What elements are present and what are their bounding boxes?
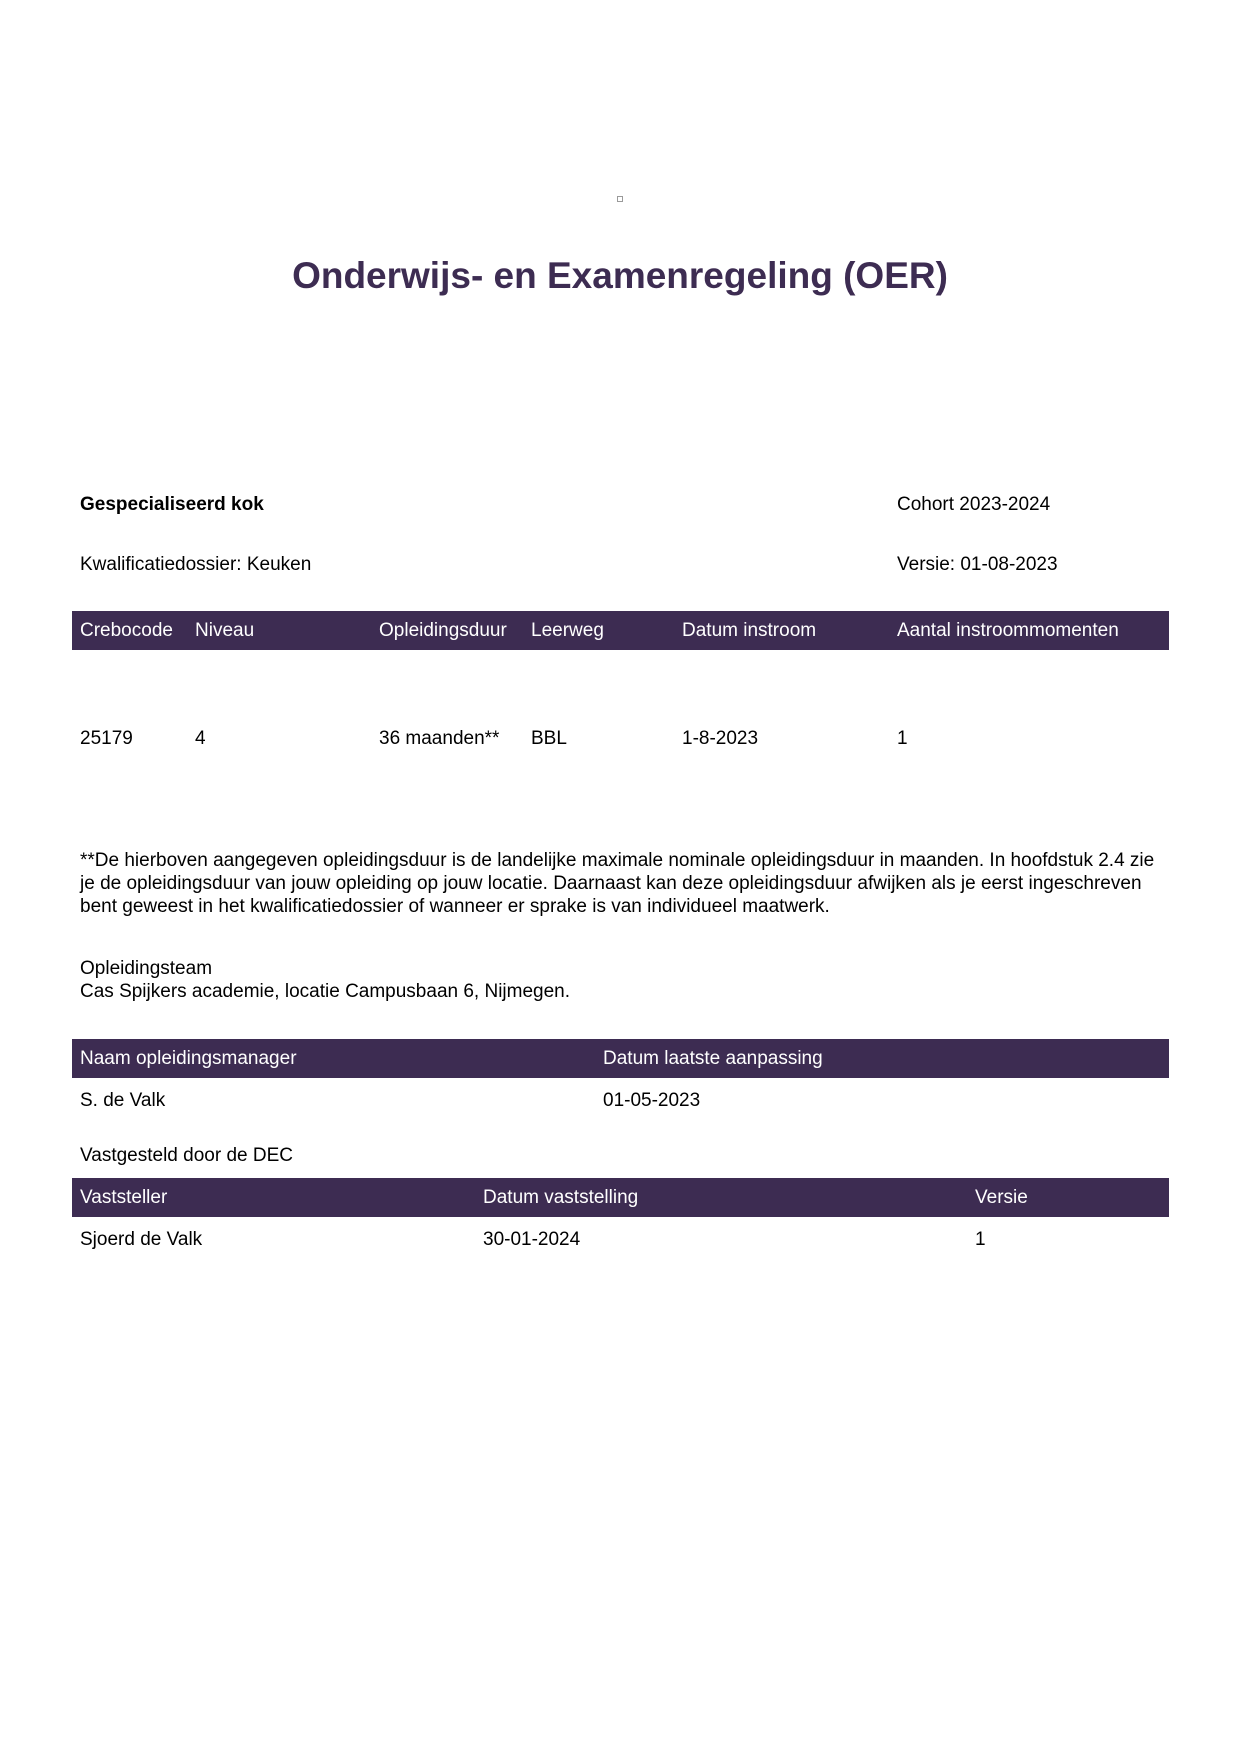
cell-leerweg: BBL	[531, 728, 567, 749]
table-row	[72, 1228, 1169, 1251]
logo-placeholder-icon	[617, 196, 623, 202]
document-title: Onderwijs- en Examenregeling (OER)	[292, 255, 948, 296]
cell-crebocode: 25179	[80, 728, 133, 749]
cell-last-modified: 01-05-2023	[603, 1090, 701, 1111]
program-table-header	[72, 611, 1169, 650]
table-row	[72, 1089, 1169, 1112]
cell-opleidingsduur: 36 maanden**	[379, 728, 500, 749]
dec-label: Vastgesteld door de DEC	[80, 1145, 293, 1166]
header-leerweg: Leerweg	[531, 620, 604, 641]
header-datum-laatste-aanpassing: Datum laatste aanpassing	[603, 1048, 823, 1069]
cell-niveau: 4	[195, 728, 206, 749]
cell-datum-vaststelling: 30-01-2024	[483, 1229, 581, 1250]
cell-versie: 1	[975, 1229, 986, 1250]
manager-table-header	[72, 1039, 1169, 1078]
cell-datum-instroom: 1-8-2023	[682, 728, 759, 749]
cell-manager-name: S. de Valk	[80, 1090, 166, 1111]
header-datum-instroom: Datum instroom	[682, 620, 817, 641]
team-location: Cas Spijkers academie, locatie Campusbaan 6, Nijmegen.	[80, 981, 571, 1002]
header-aantal-instroommomenten: Aantal instroommomenten	[897, 620, 1119, 641]
program-name: Gespecialiseerd kok	[80, 494, 264, 515]
header-opleidingsduur: Opleidingsduur	[379, 620, 507, 641]
header-niveau: Niveau	[195, 620, 255, 641]
cell-aantal-instroommomenten: 1	[897, 728, 908, 749]
version-label: Versie: 01-08-2023	[897, 554, 1058, 575]
header-naam-opleidingsmanager: Naam opleidingsmanager	[80, 1048, 297, 1069]
dec-table-header	[72, 1178, 1169, 1217]
cohort-label: Cohort 2023-2024	[897, 494, 1051, 515]
qualification-dossier: Kwalificatiedossier: Keuken	[80, 554, 312, 575]
team-label: Opleidingsteam	[80, 958, 213, 979]
cell-vaststeller: Sjoerd de Valk	[80, 1229, 203, 1250]
footnote: **De hierboven aangegeven opleidingsduur is de landelijke maximale nominale opleidingsduur in maanden. In hoofdstuk 2.4 zie je de opleidingsduur van jouw opleiding op jouw locatie. Daarnaast kan deze opleidingsduur afwijken als je eerst ingeschreven bent geweest in het kwalificatiedossier of wanneer er sprake is van individueel maatwerk.	[80, 850, 1155, 917]
header-crebocode: Crebocode	[80, 620, 173, 641]
header-vaststeller: Vaststeller	[80, 1187, 168, 1208]
header-versie: Versie	[975, 1187, 1028, 1208]
header-datum-vaststelling: Datum vaststelling	[483, 1187, 639, 1208]
table-row	[72, 727, 1169, 750]
